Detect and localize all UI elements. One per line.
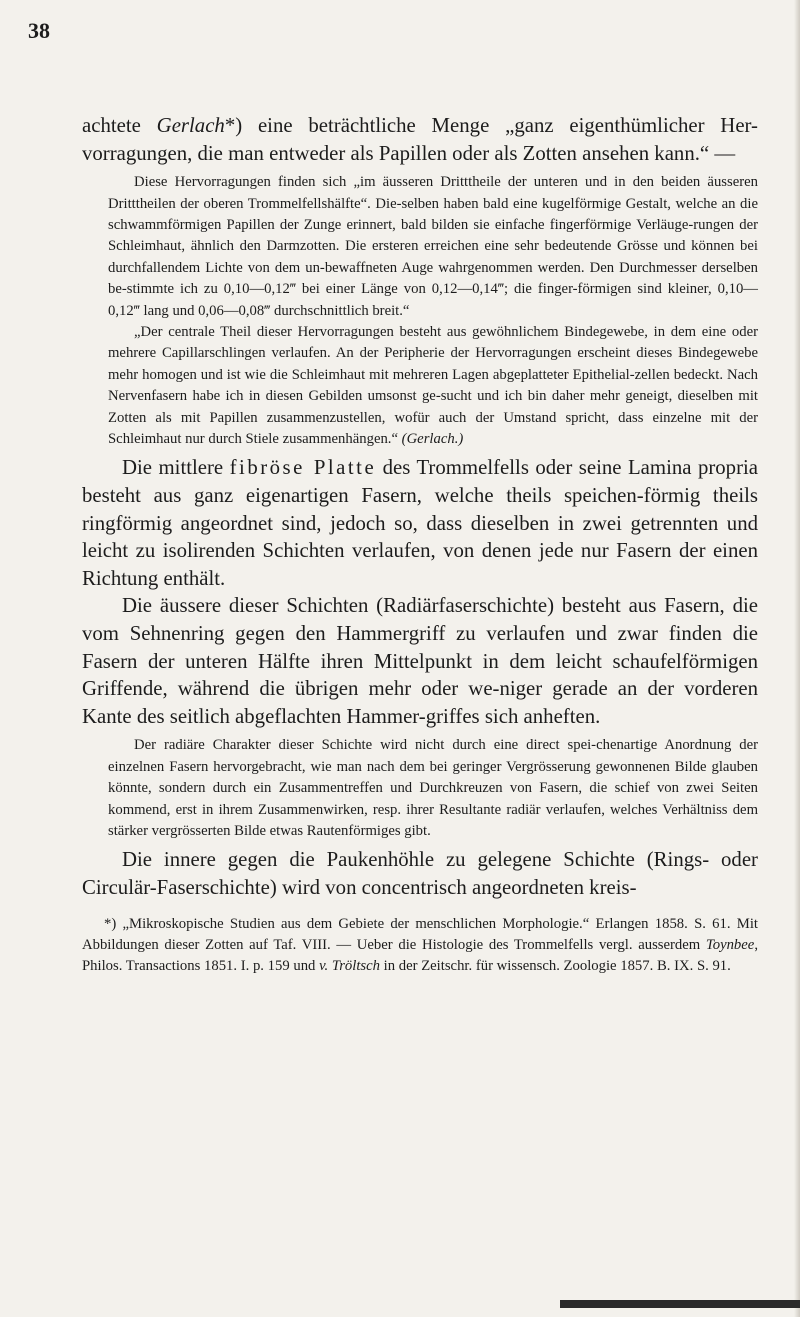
- footnote-text-c: in der Zeitschr. für wissensch. Zoologie 1857. B. IX. S. 91.: [380, 958, 731, 975]
- page-number: 38: [28, 18, 50, 43]
- footnote-text-a: *) „Mikroskopische Studien aus dem Gebiete der menschlichen Morphologie.“ Erlangen 1858. S. 61. Mit Abbildungen dieser Zotten auf Taf. VIII. — Ueber die Histologie des Trommelfells vergl. ausserdem: [82, 915, 758, 954]
- body-paragraph-1: [82, 112, 758, 167]
- page-content: [82, 112, 758, 978]
- paragraph-2-text-a: Die mittlere: [122, 456, 230, 480]
- quote-paragraph-2: [82, 322, 758, 450]
- quote-paragraph-1: Diese Hervorragungen finden sich „im äusseren Dritttheile der unteren und in den beiden äusseren Dritttheilen der oberen Trommelfellshälfte“. Die-selben haben bald eine kugelförmige Gestalt, welche an die schwammförmigen Papillen der Zunge erinnert, bald bilden sie einfache fingerförmige Verläuge-rungen der Schleimhaut, ähnlich den Darmzotten. Die ersteren erreichen eine sehr bedeutende Grösse und können bei durchfallendem Lichte von dem un-bewaffneten Auge wahrgenommen werden. Den Durchmesser derselben be-stimmte ich zu 0,10—0,12‴ bei einer Länge von 0,12—0,14‴; die finger-förmigen sind kleiner, 0,10—0,12‴ lang und 0,06—0,08‴ durchschnittlich breit.“: [108, 174, 758, 319]
- page-bottom-rule: [560, 1300, 800, 1308]
- footnote-author-toynbee: Toynbee: [705, 937, 755, 954]
- paragraph-1-text-a: achtete: [82, 114, 157, 137]
- author-gerlach: Gerlach: [156, 114, 225, 137]
- quote-2-citation: (Gerlach.): [401, 431, 464, 448]
- footnote: [82, 914, 758, 978]
- body-paragraph-3: Die äussere dieser Schichten (Radiärfaserschichte) besteht aus Fasern, die vom Sehnenring gegen den Hammergriff zu verlaufen und zwar finden die Fasern der unteren Hälfte ihren Mittelpunkt in dem leicht schaufelförmigen Griffende, während die übrigen mehr oder we-niger gerade an der vorderen Kante des seitlich abgeflachten Hammer-griffes sich anheften.: [82, 594, 758, 728]
- paragraph-1-text-b: *) eine beträchtliche Menge „ganz eigenthümlicher Her-vorragungen, die man entweder als Papillen oder als Zotten ansehen kann.“ —: [82, 114, 758, 165]
- term-fibroese-platte: fibröse Platte: [229, 456, 377, 480]
- footnote-author-troeltsch: v. Tröltsch: [319, 958, 380, 975]
- paragraph-2-text-b: des Trommelfells oder seine Lamina propria besteht aus ganz eigenartigen Fasern, welche theils speichen-förmig theils ringförmig angeordnet sind, jedoch so, dass dieselben in zwei getrennten und leicht zu isolirenden Schichten verlaufen, von denen jede nur Fasern der einen Richtung enthält.: [82, 456, 759, 590]
- body-paragraph-2: [82, 454, 758, 592]
- footnote-text-b: , Philos. Transactions 1851. I. p. 159 und: [82, 937, 758, 975]
- body-paragraph-4: Die innere gegen die Paukenhöhle zu gelegene Schichte (Rings- oder Circulär-Faserschichte) wird von concentrisch angeordneten kreis-: [82, 848, 758, 900]
- small-paragraph-3: Der radiäre Charakter dieser Schichte wird nicht durch eine direct spei-chenartige Anordnung der einzelnen Fasern hervorgebracht, wie man nach dem bei geringer Vergrösserung gewonnenen Bilde glauben könnte, sondern durch ein Zusammentreffen und Durchkreuzen von Fasern, die schief von zwei Seiten kommend, erst in ihrem Zusammenwirken, resp. ihrer Resultante radiär verlaufen, welches Verhältniss dem stärker vergrösserten Bilde etwas Rautenförmiges gibt.: [108, 737, 758, 840]
- quote-2-text: „Der centrale Theil dieser Hervorragungen besteht aus gewöhnlichem Bindegewebe, in dem eine oder mehrere Capillarschlingen verlaufen. An der Peripherie der Hervorragungen erscheint dieses Bindegewebe mehr homogen und ist wie die Schleimhaut mit mehreren Lagen abgeplatteter Epithelial-zellen bedeckt. Nach Nervenfasern habe ich in diesen Gebilden umsonst ge-sucht und ich bin daher mehr geneigt, dieselben mit Zotten als mit Papillen zusammenzustellen, wofür auch der Umstand spricht, dass einzelne mit der Schleimhaut nur durch Stiele zusammenhängen.“: [108, 324, 758, 448]
- page-edge-shadow: [794, 0, 800, 1317]
